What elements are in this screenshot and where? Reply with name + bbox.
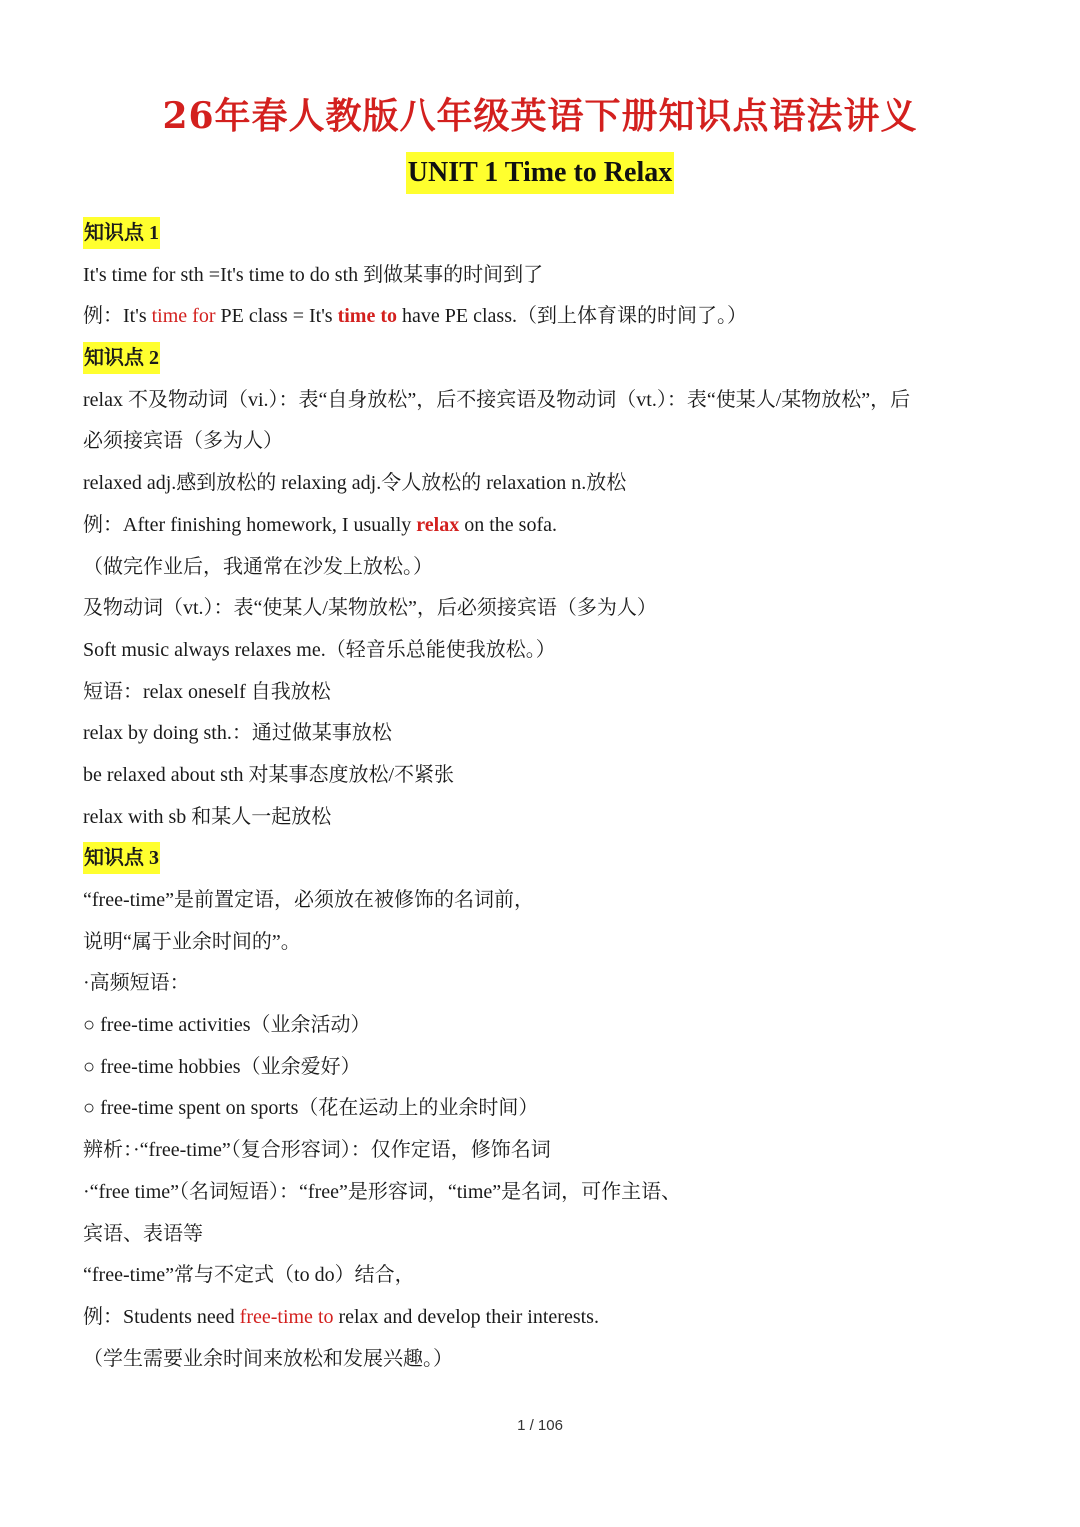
example-text: 例：After finishing homework, I usually (83, 513, 417, 536)
knowledge-point-heading (83, 213, 1003, 255)
text-line: relax with sb 和某人一起放松 (83, 805, 332, 828)
list-item: ○ free-time activities（业余活动） (83, 1014, 371, 1037)
text-line: be relaxed about sth 对某事态度放松/不紧张 (83, 763, 455, 786)
text-line: （学生需要业余时间来放松和发展兴趣。） (83, 1347, 453, 1370)
highlighted-phrase: time to (337, 305, 398, 328)
text-line: 必须接宾语（多为人） (83, 430, 283, 453)
example-text: 例：It's (83, 305, 152, 328)
list-item: ○ free-time spent on sports（花在运动上的业余时间） (83, 1097, 539, 1120)
example-text: relax and develop their interests. (333, 1305, 599, 1328)
text-line: relax 不及物动词（vi.）：表“自身放松”，后不接宾语及物动词（vt.）：表“使某人/某物放松”，后 (83, 388, 911, 411)
example-line (83, 296, 1003, 338)
example-text: have PE class.（到上体育课的时间了。） (397, 305, 747, 328)
kp2-label: 知识点 2 (83, 342, 160, 374)
text-line: 说明“属于业余时间的”。 (83, 930, 301, 953)
unit-title-container (0, 152, 1080, 194)
knowledge-point-heading (83, 838, 1003, 880)
text-line: relax by doing sth.：通过做某事放松 (83, 722, 392, 745)
kp3-label: 知识点 3 (83, 842, 160, 874)
document-body (83, 213, 1003, 1380)
example-text: 例：Students need (83, 1305, 240, 1328)
document-title: 26年春人教版八年级英语下册知识点语法讲义 (162, 95, 918, 137)
highlighted-phrase: relax (416, 513, 460, 536)
highlighted-phrase: time for (151, 305, 216, 328)
text-line: （做完作业后，我通常在沙发上放松。） (83, 555, 433, 578)
text-line: ·“free time”（名词短语）：“free”是形容词，“time”是名词，可作主语、 (83, 1180, 682, 1203)
text-line: It's time for sth =It's time to do sth 到做某事的时间到了 (83, 263, 544, 286)
example-line (83, 1297, 1003, 1339)
text-line: Soft music always relaxes me.（轻音乐总能使我放松。） (83, 638, 556, 661)
text-line: 辨析：·“free-time”（复合形容词）：仅作定语，修饰名词 (83, 1139, 551, 1162)
text-line: “free-time”是前置定语，必须放在被修饰的名词前， (83, 889, 535, 911)
example-text: PE class = It's (215, 305, 338, 328)
text-line: 宾语、表语等 (83, 1222, 203, 1245)
text-line: 短语：relax oneself 自我放松 (83, 680, 331, 703)
unit-title: UNIT 1 Time to Relax (406, 152, 674, 194)
list-item: ○ free-time hobbies（业余爱好） (83, 1055, 361, 1078)
text-line: “free-time”常与不定式（to do）结合， (83, 1264, 415, 1287)
text-line: 及物动词（vt.）：表“使某人/某物放松”，后必须接宾语（多为人） (83, 597, 657, 620)
highlighted-phrase: free-time to (239, 1305, 334, 1328)
page-indicator: 1 / 106 (517, 1417, 563, 1434)
text-line: relaxed adj.感到放松的 relaxing adj.令人放松的 relaxation n.放松 (83, 472, 627, 495)
example-text: on the sofa. (459, 513, 557, 536)
text-line: ·高频短语： (83, 972, 190, 995)
kp1-label: 知识点 1 (83, 217, 160, 249)
knowledge-point-heading (83, 338, 1003, 380)
example-line (83, 505, 1003, 547)
